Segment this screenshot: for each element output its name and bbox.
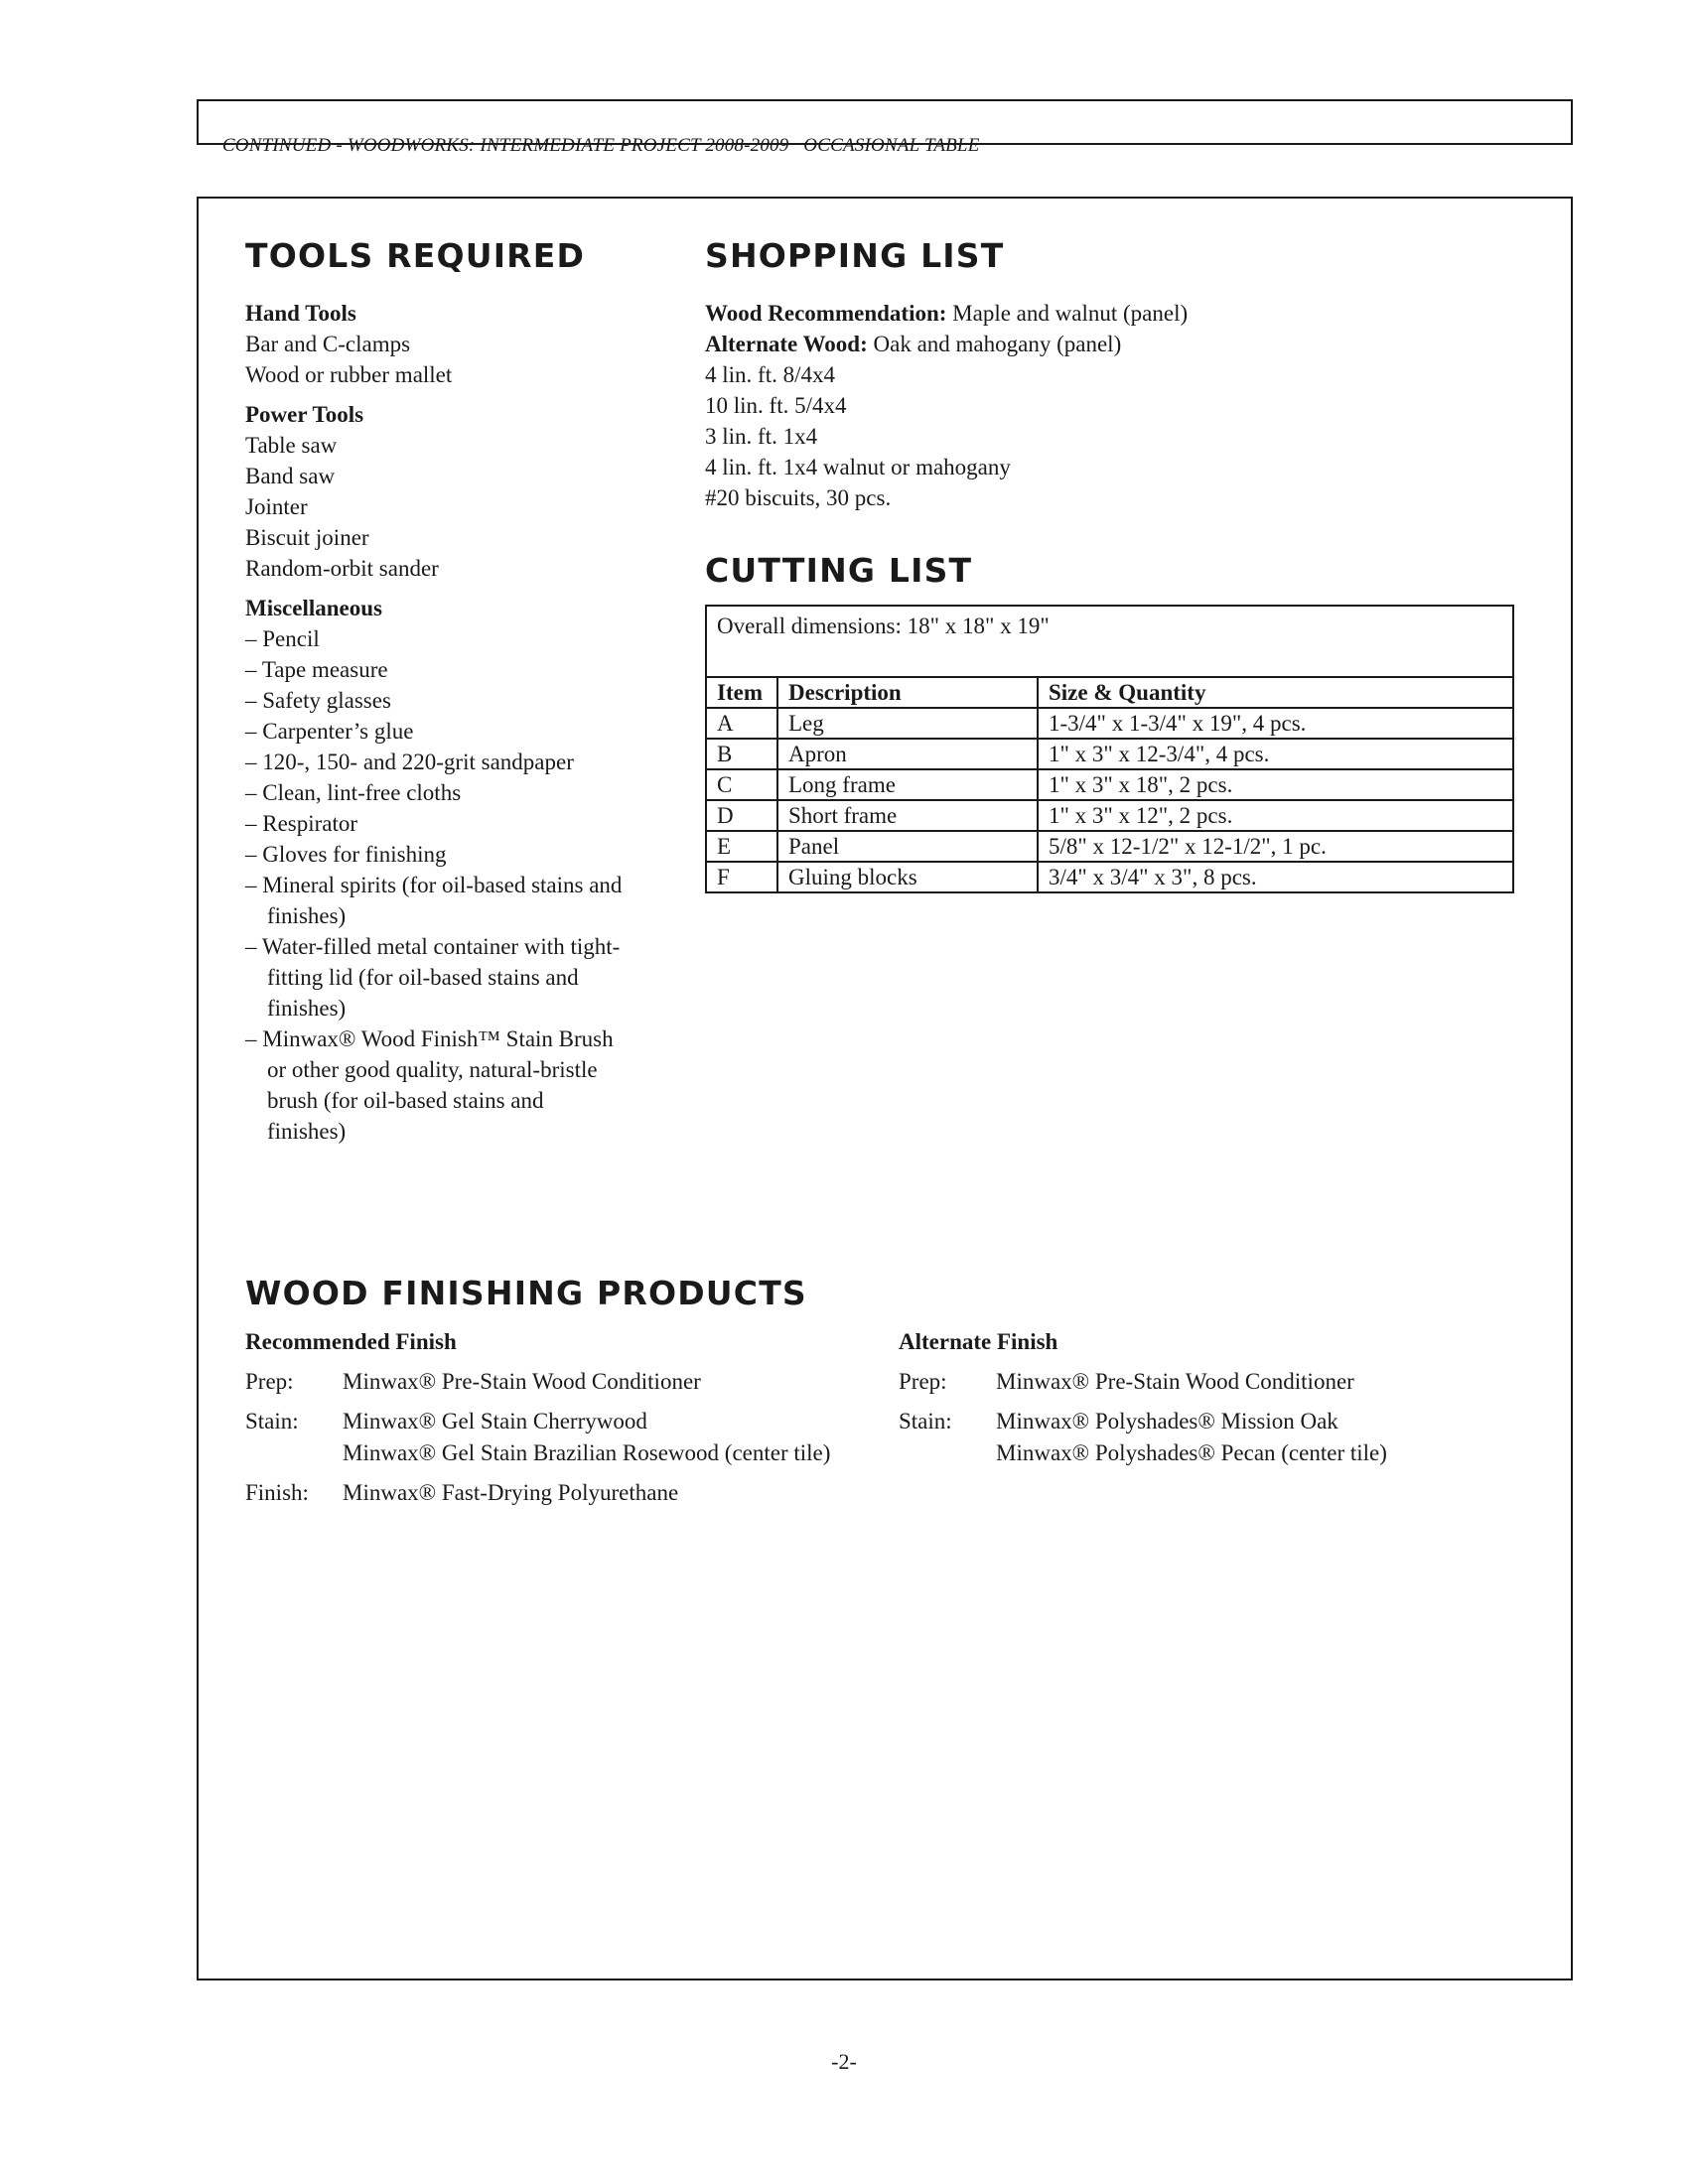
finish-label: Finish: <box>245 1480 309 1505</box>
overall-dimensions-cell <box>706 606 1513 677</box>
misc-item: – Water-filled metal container with tight-fitting lid (for oil-based stains and finishes) <box>245 934 621 1021</box>
power-tool-item: Jointer <box>245 494 308 519</box>
wood-recommendation-label: Wood Recommendation: <box>705 301 947 326</box>
hand-tools-heading: Hand Tools <box>245 301 356 326</box>
stain-value: Minwax® Gel Stain Brazilian Rosewood (center tile) <box>343 1440 831 1465</box>
misc-item: – Safety glasses <box>245 688 391 713</box>
cell-description: Panel <box>777 831 1038 862</box>
cell-size: 1" x 3" x 12", 2 pcs. <box>1038 800 1513 831</box>
cell-description: Gluing blocks <box>777 862 1038 892</box>
shopping-item: 4 lin. ft. 8/4x4 <box>705 362 835 387</box>
cell-size: 3/4" x 3/4" x 3", 8 pcs. <box>1038 862 1513 892</box>
misc-item: – Pencil <box>245 626 320 651</box>
cell-description: Short frame <box>777 800 1038 831</box>
table-row <box>706 708 1513 739</box>
cell-item: B <box>706 739 777 769</box>
cell-item: C <box>706 769 777 800</box>
miscellaneous-heading: Miscellaneous <box>245 596 382 620</box>
hand-tool-item: Wood or rubber mallet <box>245 362 453 387</box>
cell-item: A <box>706 708 777 739</box>
page-number: -2- <box>831 2049 857 2074</box>
overall-dimensions: Overall dimensions: 18" x 18" x 19" <box>717 614 1050 638</box>
running-header <box>197 99 1573 156</box>
table-row <box>706 862 1513 892</box>
wood-finishing-title: WOOD FINISHING PRODUCTS <box>245 1274 807 1312</box>
cell-description: Long frame <box>777 769 1038 800</box>
misc-item: – 120-, 150- and 220-grit sandpaper <box>245 750 574 774</box>
recommended-finish-heading: Recommended Finish <box>245 1329 457 1354</box>
cell-size: 1" x 3" x 18", 2 pcs. <box>1038 769 1513 800</box>
tools-required-title: TOOLS REQUIRED <box>245 236 586 275</box>
alternate-stain-row <box>899 1406 1514 1469</box>
table-row <box>706 769 1513 800</box>
shopping-list-title: SHOPPING LIST <box>705 236 1005 275</box>
alternate-wood-label: Alternate Wood: <box>705 332 868 356</box>
shopping-item: 3 lin. ft. 1x4 <box>705 424 818 449</box>
stain-value: Minwax® Polyshades® Mission Oak <box>996 1409 1338 1433</box>
cell-description: Apron <box>777 739 1038 769</box>
column-header-size: Size & Quantity <box>1038 677 1513 708</box>
cutting-list-title: CUTTING LIST <box>705 551 973 590</box>
column-header-item: Item <box>706 677 777 708</box>
cell-item: F <box>706 862 777 892</box>
power-tool-item: Table saw <box>245 433 338 458</box>
misc-item: – Respirator <box>245 811 358 836</box>
table-row <box>706 831 1513 862</box>
alternate-finish-heading: Alternate Finish <box>899 1329 1058 1354</box>
misc-item: – Gloves for finishing <box>245 842 447 867</box>
tools-column <box>245 298 623 1147</box>
cell-size: 1" x 3" x 12-3/4", 4 pcs. <box>1038 739 1513 769</box>
prep-value: Minwax® Pre-Stain Wood Conditioner <box>996 1369 1354 1394</box>
column-header-description: Description <box>777 677 1038 708</box>
recommended-stain-row <box>245 1406 881 1469</box>
cell-description: Leg <box>777 708 1038 739</box>
table-row <box>706 739 1513 769</box>
shopping-column <box>705 298 1519 513</box>
wood-recommendation <box>705 298 1519 329</box>
alternate-finish <box>899 1326 1514 1477</box>
power-tool-item: Random-orbit sander <box>245 556 439 581</box>
cell-size: 5/8" x 12-1/2" x 12-1/2", 1 pc. <box>1038 831 1513 862</box>
cutting-list-table <box>705 605 1514 893</box>
stain-label: Stain: <box>245 1409 299 1433</box>
shopping-item: #20 biscuits, 30 pcs. <box>705 485 892 510</box>
recommended-finish-row <box>245 1477 881 1509</box>
shopping-item: 10 lin. ft. 5/4x4 <box>705 393 847 418</box>
stain-value: Minwax® Polyshades® Pecan (center tile) <box>996 1440 1387 1465</box>
power-tools-heading: Power Tools <box>245 402 364 427</box>
stain-label: Stain: <box>899 1409 952 1433</box>
hand-tool-item: Bar and C-clamps <box>245 332 411 356</box>
power-tool-item: Band saw <box>245 464 336 488</box>
misc-item: – Tape measure <box>245 657 388 682</box>
misc-item: – Carpenter’s glue <box>245 719 414 744</box>
prep-label: Prep: <box>245 1369 294 1394</box>
prep-value: Minwax® Pre-Stain Wood Conditioner <box>343 1369 701 1394</box>
misc-item: – Minwax® Wood Finish™ Stain Brush or other good quality, natural-bristle brush (for oil-based stains and finishes) <box>245 1026 614 1144</box>
cell-item: D <box>706 800 777 831</box>
alternate-prep-row <box>899 1366 1514 1398</box>
prep-label: Prep: <box>899 1369 947 1394</box>
running-header-text: CONTINUED - WOODWORKS: INTERMEDIATE PROJECT 2008-2009 OCCASIONAL TABLE <box>221 135 980 156</box>
cell-item: E <box>706 831 777 862</box>
stain-value: Minwax® Gel Stain Cherrywood <box>343 1409 647 1433</box>
cell-size: 1-3/4" x 1-3/4" x 19", 4 pcs. <box>1038 708 1513 739</box>
recommended-finish <box>245 1326 881 1517</box>
overall-dimensions-row <box>706 606 1513 677</box>
finish-value: Minwax® Fast-Drying Polyurethane <box>343 1480 679 1505</box>
table-row <box>706 800 1513 831</box>
alternate-wood <box>705 329 1519 359</box>
wood-recommendation-value: Maple and walnut (panel) <box>946 301 1189 326</box>
shopping-item: 4 lin. ft. 1x4 walnut or mahogany <box>705 455 1011 479</box>
misc-item: – Clean, lint-free cloths <box>245 780 462 805</box>
power-tool-item: Biscuit joiner <box>245 525 369 550</box>
alternate-wood-value: Oak and mahogany (panel) <box>867 332 1122 356</box>
table-header-row <box>706 677 1513 708</box>
misc-item: – Mineral spirits (for oil-based stains and finishes) <box>245 873 623 928</box>
recommended-prep-row <box>245 1366 881 1398</box>
